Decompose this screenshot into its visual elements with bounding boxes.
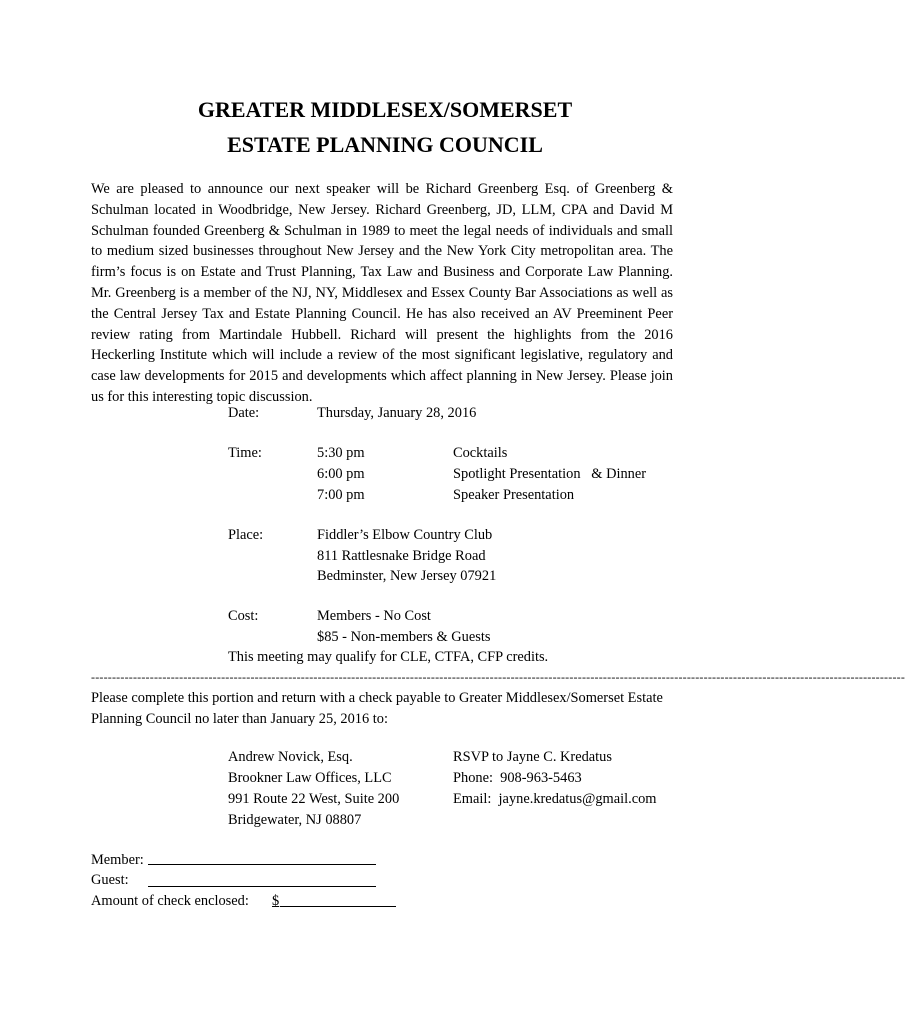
time-3-desc: Speaker Presentation [453,487,575,503]
cost-members: Members - No Cost [317,608,431,624]
time-1-desc: Cocktails [453,445,508,461]
amount-field[interactable] [280,906,396,907]
place-label: Place: [228,527,264,543]
title-line-2: ESTATE PLANNING COUNCIL [227,132,543,157]
rsvp-contact: RSVP to Jayne C. Kredatus [453,749,612,765]
place-street: 811 Rattlesnake Bridge Road [317,548,486,564]
member-label: Member: [91,852,144,868]
cost-nonmembers: $85 - Non-members & Guests [317,629,491,645]
amount-currency: $ [272,893,280,909]
time-2: 6:00 pm [317,466,365,482]
date-value: Thursday, January 28, 2016 [317,405,477,421]
cost-label: Cost: [228,608,259,624]
rsvp-phone: Phone: 908-963-5463 [453,770,582,786]
time-3: 7:00 pm [317,487,365,503]
cut-line-divider: -------------------------------------------------------------------------------------------------------------------------------------------------------------------------------------------------- [91,670,905,684]
member-field[interactable] [148,864,376,865]
mail-to-firm: Brookner Law Offices, LLC [228,770,392,786]
place-name: Fiddler’s Elbow Country Club [317,527,493,543]
intro-paragraph: We are pleased to announce our next speaker will be Richard Greenberg Esq. of Greenberg & Schulman located in Woodbridge, New Jersey. Richard Greenberg, JD, LLM, CPA and David M Schulman founded Greenberg & Schulman in 1989 to meet the legal needs of individuals and small to medium sized businesses throughout New Jersey and the New York City metropolitan area. The firm’s focus is on Estate and Trust Planning, Tax Law and Business and Corporate Law Planning. Mr. Greenberg is a member of the NJ, NY, Middlesex and Essex County Bar Associations as well as the Central Jersey Tax and Estate Planning Council. He has also received an AV Preeminent Peer review rating from Martindale Hubbell. Richard will present the highlights from the 2016 Heckerling Institute which will include a review of the most significant legislative, regulatory and case law developments for 2015 and developments which affect planning in New Jersey. Please join us for this interesting topic discussion. [91,181,673,405]
time-1: 5:30 pm [317,445,365,461]
form-instructions: Please complete this portion and return with a check payable to Greater Middlesex/Somerset Estate Planning Council no later than January 25, 2016 to: [91,690,663,727]
place-city: Bedminster, New Jersey 07921 [317,568,497,584]
rsvp-email: Email: jayne.kredatus@gmail.com [453,791,657,807]
time-label: Time: [228,445,262,461]
amount-label: Amount of check enclosed: [91,893,249,909]
credits-note: This meeting may qualify for CLE, CTFA, CFP credits. [228,649,549,665]
mail-to-street: 991 Route 22 West, Suite 200 [228,791,400,807]
guest-field[interactable] [148,886,376,887]
guest-label: Guest: [91,872,129,888]
time-2-desc: Spotlight Presentation & Dinner [453,466,647,482]
mail-to-name: Andrew Novick, Esq. [228,749,353,765]
date-label: Date: [228,405,260,421]
title-line-1: GREATER MIDDLESEX/SOMERSET [197,97,573,122]
mail-to-city: Bridgewater, NJ 08807 [228,812,362,828]
